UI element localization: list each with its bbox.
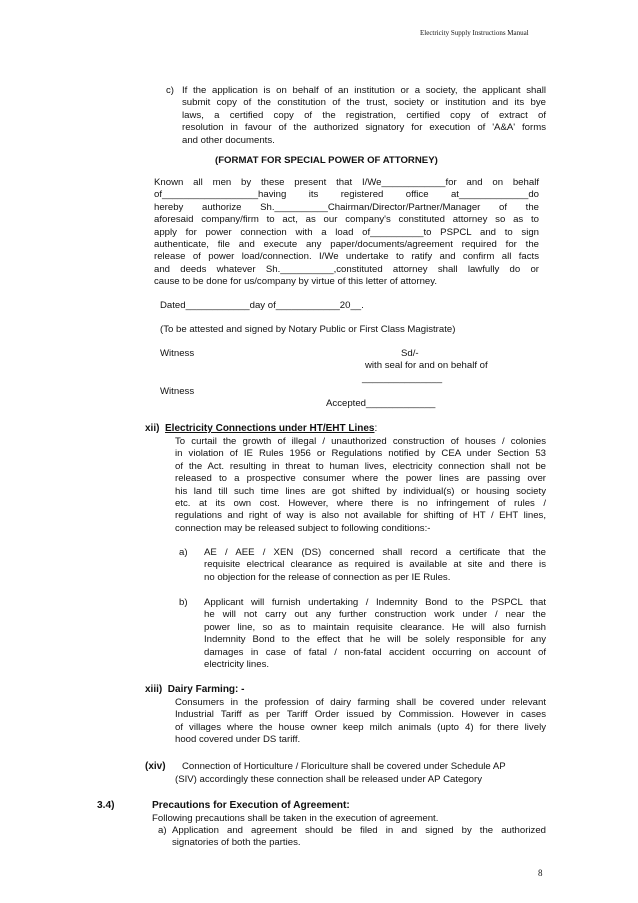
xii-intro-line: regulations and right of way is also not available for shifting of HT / EHT lines,	[175, 510, 546, 522]
xii-item-a-line: requisite electrical clearance as required is available at site and there is	[204, 559, 546, 571]
xiii-line: hood covered under DS tariff.	[175, 734, 301, 746]
xiii-line: Industrial Tariff as per Tariff Order issued by Commission. However in cases	[175, 709, 546, 721]
xii-intro-line: in violation of IE Rules 1956 or Regulations notified by CEA under Section 53	[175, 448, 546, 460]
item-c-line: If the application is on behalf of an institution or a society, the applicant shall	[182, 85, 546, 96]
section-xii-heading	[145, 423, 377, 435]
power-of-attorney-body	[154, 177, 539, 289]
xii-item-b-line: Indemnity Bond to the effect that he will be solely responsible for any	[204, 634, 546, 646]
section-xiv-number: (xiv)	[145, 761, 166, 772]
xii-intro-line: To curtail the growth of illegal / unauthorized construction of houses / colonies	[175, 436, 546, 447]
xii-intro-line: etc. at its own cost. However, where there is no infringement of rules /	[175, 498, 546, 510]
signature-sd: Sd/-	[401, 348, 419, 359]
xii-item-b-line: he will not carry out any further construction work under / near the	[204, 609, 546, 621]
attorney-line: and deeds whatever Sh.__________,constituted attorney shall lawfully do or	[154, 263, 539, 275]
item-c-line: and other documents.	[182, 134, 275, 146]
seal-blank: _______________	[362, 373, 443, 384]
xii-intro-line: of the Act. resulting in threat to human lives, electricity connection shall not be	[175, 460, 546, 472]
dated-line: Dated____________day of____________20__.	[160, 300, 364, 311]
attorney-line: release of power load/connection. I/We undertake to ratify and confirm all facts	[154, 251, 539, 263]
xii-intro-line: his land till such time lines are got shifted by individual(s) or housing society	[175, 485, 546, 497]
xii-item-b-line: power line, so as to maintain requisite clearance. He will also furnish	[204, 621, 546, 633]
section-34-item-a-text	[172, 825, 546, 850]
section-34-item-a-marker: a)	[158, 825, 167, 836]
xii-item-b-text	[204, 597, 546, 671]
attorney-line: of__________________having its registered office at_____________do	[154, 189, 539, 201]
s34-item-a-line: signatories of both the parties.	[172, 837, 301, 849]
attorney-line: authenticate, file and execute any paper/documents/agreement required for the	[154, 239, 539, 251]
xii-item-a-line: no objection for the release of connection as per IE Rules.	[204, 571, 451, 583]
section-xiv-line: Connection of Horticulture / Floriculture shall be covered under Schedule AP	[182, 761, 506, 772]
xiii-line: Consumers in the profession of dairy farming shall be covered under relevant	[175, 697, 546, 708]
attorney-line: apply for power connection with a load of__________to PSPCL and to sign	[154, 226, 539, 238]
running-header: Electricity Supply Instructions Manual	[420, 29, 529, 37]
witness-label: Witness	[160, 348, 195, 359]
section-xii-colon: :	[374, 423, 378, 434]
section-xiii-heading	[145, 684, 244, 696]
xii-item-b-line: Applicant will furnish undertaking / Indemnity Bond to the PSPCL that	[204, 597, 546, 608]
xii-item-a-line: AE / AEE / XEN (DS) concerned shall record a certificate that the	[204, 547, 546, 558]
section-xii-number: xii)	[145, 423, 160, 434]
xii-item-a-text	[204, 547, 546, 584]
attorney-line: Known all men by these present that I/We____________for and on behalf	[154, 177, 539, 188]
item-c-line: submit copy of the constitution of the trust, society or institution and its bye	[182, 97, 546, 109]
xii-item-b-marker: b)	[179, 597, 188, 608]
xii-item-a-marker: a)	[179, 547, 188, 558]
item-c-paragraph	[182, 85, 546, 147]
s34-item-a-line: Application and agreement should be filed in and signed by the authorized	[172, 825, 546, 836]
section-xii-title: Electricity Connections under HT/EHT Lines	[165, 423, 375, 434]
item-c-line: resolution in favour of the authorized signatory for execution of 'A&A' forms	[182, 122, 546, 134]
section-34-number: 3.4)	[97, 800, 115, 811]
attorney-line: aforesaid company/firm to act, as our company's constituted attorney so as to	[154, 214, 539, 226]
attest-note: (To be attested and signed by Notary Public or First Class Magistrate)	[160, 324, 456, 335]
page-number: 8	[538, 868, 543, 878]
format-heading: (FORMAT FOR SPECIAL POWER OF ATTORNEY)	[215, 155, 438, 166]
section-xiii-number: xiii)	[145, 684, 163, 695]
section-xii-intro	[175, 436, 546, 535]
xii-intro-line: released to a prospective consumer where the power lines are passing over	[175, 473, 546, 485]
xii-item-b-line: electricity lines.	[204, 659, 270, 671]
xiii-line: of villages where the house owner keep milch animals (upto 4) for there lively	[175, 721, 546, 733]
xii-intro-line: connection may be released subject to following conditions:-	[175, 522, 431, 534]
section-xiii-title: Dairy Farming: -	[167, 684, 245, 695]
section-34-intro: Following precautions shall be taken in the execution of agreement.	[152, 813, 439, 824]
attorney-line: hereby authorize Sh.__________Chairman/Director/Partner/Manager of the	[154, 201, 539, 213]
xii-item-b-line: damages in case of fatal / non-fatal accident occurring on account of	[204, 646, 546, 658]
section-xiv-line: (SIV) accordingly these connection shall be released under AP Category	[175, 774, 483, 785]
attorney-line: cause to be done for us/company by virtue of this letter of attorney.	[154, 276, 437, 288]
witness-label: Witness	[160, 386, 195, 397]
section-34-title: Precautions for Execution of Agreement:	[152, 800, 350, 811]
accepted-line: Accepted_____________	[326, 398, 436, 409]
section-xiii-text	[175, 697, 546, 747]
item-c-marker: c)	[166, 85, 174, 96]
item-c-line: laws, a certified copy of the registration, certified copy of extract of	[182, 109, 546, 121]
seal-text: with seal for and on behalf of	[365, 360, 488, 371]
